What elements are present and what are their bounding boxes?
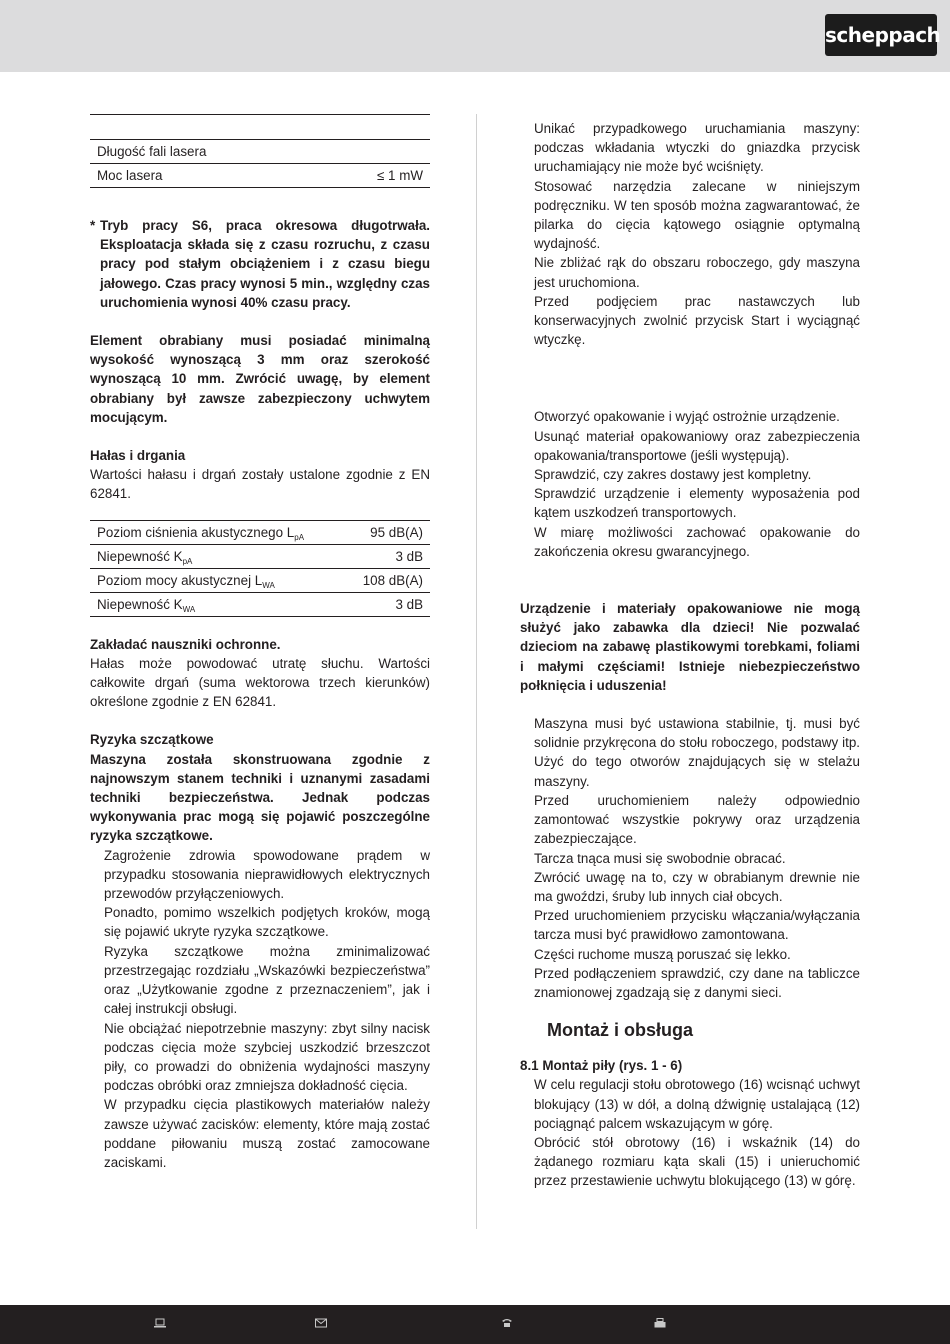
table-row [90, 520, 430, 544]
list-item: Usunąć materiał opakowaniowy oraz zabezpieczenia opakowania/transportowe (jeśli występują). [534, 428, 860, 463]
fax-icon [653, 1318, 667, 1330]
noise-label: Niepewność $K_{WA}$ [90, 592, 344, 616]
list-item: Przed podjęciem prac nastawczych lub konserwacyjnych zwolnić przycisk Start i wyciągnąć wtyczkę. [534, 293, 860, 348]
list-item: Zagrożenie zdrowia spowodowane prądem w przypadku stosowania nieprawidłowych elektrycznych przewodów przyłączeniowych. [104, 847, 430, 902]
table-row [90, 592, 430, 616]
table-row [90, 140, 430, 164]
list-item: Przed uruchomieniem należy odpowiednio zamontować wszystkie pokrywy oraz urządzenia zabezpieczające. [534, 792, 860, 847]
list-item: Nie obciążać niepotrzebnie maszyny: zbyt silny nacisk podczas cięcia może szybciej uszkodzić brzeszczot piły, co prowadzi do obniżenia wydajności maszyny podczas obróbki oraz zmniejsza dokładność cięcia. [104, 1020, 430, 1094]
table-row [90, 164, 430, 188]
workpiece-note: Element obrabiany musi posiadać minimalną wysokość wynoszącą 3 mm oraz szerokość wynoszącą 10 mm. Zwrócić uwagę, by element obrabiany był zawsze zabezpieczony uchwytem mocującym. [90, 333, 430, 425]
list-item: Przed podłączeniem sprawdzić, czy dane na tabliczce znamionowej zgadzają się z danymi sieci. [534, 965, 860, 1000]
table-row [90, 568, 430, 592]
noise-label: Poziom mocy akustycznej $L_{WA}$ [90, 568, 344, 592]
list-item: Części ruchome muszą poruszać się lekko. [534, 946, 791, 962]
list-item: Nie zbliżać rąk do obszaru roboczego, gdy maszyna jest uruchomiona. [534, 255, 860, 290]
list-item: Sprawdzić, czy zakres dostawy jest kompletny. [534, 467, 812, 483]
section-title: Montaż i obsługa [547, 1020, 693, 1041]
brand-logo: scheppach [825, 14, 937, 56]
list-item: Ponadto, pomimo wszelkich podjętych kroków, mogą się pojawić ukryte ryzyka szczątkowe. [104, 905, 430, 940]
ear-text: Hałas może powodować utratę słuchu. Wartości całkowite drgań (suma wektorowa trzech kierunków) określone zgodnie z EN 62841. [90, 655, 430, 710]
list-item: W celu regulacji stołu obrotowego (16) wcisnąć uchwyt blokujący (13) w dół, a dolną dźwignię ustalającą (12) pociągnąć palcem wskazującym w górę. [534, 1077, 860, 1131]
list-item: Ryzyka szczątkowe można zminimalizować przestrzegając rozdziału „Wskazówki bezpieczeństwa” oraz „Użytkowanie zgodne z przeznaczeniem”, jak i całej instrukcji obsługi. [104, 943, 430, 1017]
footnote-mark: * [90, 218, 96, 233]
left-column [90, 114, 430, 1172]
table-row [90, 544, 430, 568]
list-item: Unikać przypadkowego uruchamiania maszyny: podczas wkładania wtyczki do gniazdka przycisk uruchamiający nie może być wciśnięty. [534, 121, 860, 175]
noise-value: 108 dB(A) [344, 568, 430, 592]
risk-intro: Maszyna została skonstruowana zgodnie z najnowszym stanem techniki i uznanymi zasadami techniki bezpieczeństwa. Jednak podczas wykonywania prac mogą się pojawić poszczególne ryzyka szczątkowe. [90, 751, 430, 844]
laser-spec-table [90, 140, 430, 188]
list-item: Przed uruchomieniem przycisku włączania/wyłączania tarcza musi być prawidłowo zamontowana. [534, 908, 860, 943]
child-warning: Urządzenie i materiały opakowaniowe nie mogą służyć jako zabawka dla dzieci! Nie pozwalać dzieciom na zabawę plastikowymi torebkami, foliami i małymi częściami! Istnieje niebezpieczeństwo połknięcia i uduszenia! [520, 601, 860, 693]
noise-text: Wartości hałasu i drgań zostały ustalone zgodnie z EN 62841. [90, 467, 430, 502]
list-item: Obrócić stół obrotowy (16) i wskaźnik (14) do żądanego rozmiaru kąta skali (15) i unieruchomić przez przestawienie uchwytu blokującego (13) w górę. [534, 1134, 860, 1189]
laptop-icon [153, 1318, 167, 1330]
header-bar [0, 0, 950, 72]
risk-heading: Ryzyka szczątkowe [90, 732, 214, 748]
column-divider [476, 114, 477, 1229]
noise-heading: Hałas i drgania [90, 448, 186, 464]
list-item: W miarę możliwości zachować opakowanie do zakończenia okresu gwarancyjnego. [534, 524, 860, 559]
sub-heading: 8.1 Montaż piły (rys. 1 - 6) [520, 1058, 683, 1074]
footer-bar [0, 1305, 950, 1344]
right-column [520, 119, 860, 1191]
list-item: Stosować narzędzia zalecane w niniejszym podręczniku. W ten sposób można zagwarantować, że pilarka do cięcia kątowego osiągnie optymalną wydajność. [534, 178, 860, 252]
spec-label: Długość fali lasera [90, 140, 319, 164]
mail-icon [314, 1318, 328, 1330]
list-item: Maszyna musi być ustawiona stabilnie, tj. musi być solidnie przykręcona do stołu roboczego, podstawy itp. Użyć do tego otworów znajdujących się w stelażu maszyny. [534, 716, 860, 789]
table-empty-row [90, 114, 430, 140]
noise-value: 95 dB(A) [344, 520, 430, 544]
list-item: Otworzyć opakowanie i wyjąć ostrożnie urządzenie. [534, 409, 840, 425]
phone-icon [500, 1318, 514, 1330]
noise-label: Poziom ciśnienia akustycznego $L_{pA}$ [90, 520, 344, 544]
spec-value: ≤ 1 mW [319, 164, 430, 188]
list-item: Zwrócić uwagę na to, czy w obrabianym drewnie nie ma gwoździ, śruby lub innych ciał obcych. [534, 869, 860, 904]
list-item: Tarcza tnąca musi się swobodnie obracać. [534, 850, 786, 866]
spec-label: Moc lasera [90, 164, 319, 188]
ear-heading: Zakładać nauszniki ochronne. [90, 636, 281, 652]
noise-table [90, 520, 430, 617]
noise-label: Niepewność $K_{pA}$ [90, 544, 344, 568]
footnote [90, 216, 430, 312]
noise-value: 3 dB [344, 544, 430, 568]
list-item: Sprawdzić urządzenie i elementy wyposażenia pod kątem uszkodzeń transportowych. [534, 486, 860, 521]
list-item: W przypadku cięcia plastikowych materiałów należy zawsze używać zacisków: elementy, które mają zostać poddane piłowaniu muszą zostać zamocowane zaciskami. [104, 1097, 430, 1170]
noise-value: 3 dB [344, 592, 430, 616]
spec-value [319, 140, 430, 164]
footnote-text: Tryb pracy S6, praca okresowa długotrwała. Eksploatacja składa się z czasu rozruchu, z czasu pracy pod stałym obciążeniem i z czasu biegu jałowego. Czas pracy wynosi 5 min., względny czas uruchomienia wynosi 40% czasu pracy. [100, 218, 430, 310]
